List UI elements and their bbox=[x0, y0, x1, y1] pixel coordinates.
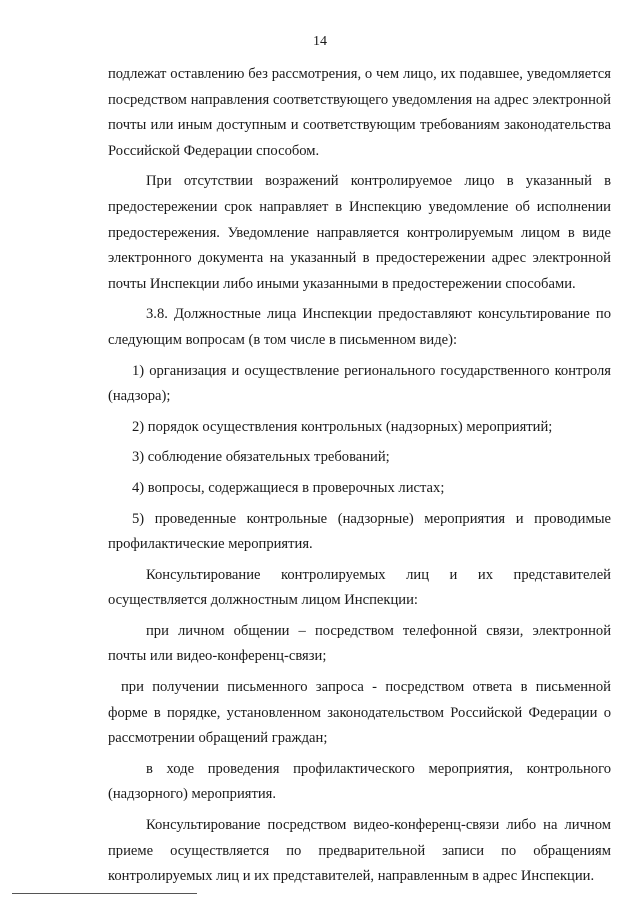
list-item-2: 2) порядок осуществления контрольных (надзорных) мероприятий; bbox=[132, 418, 553, 435]
consulting-mode-preventive: в ходе проведения профилактического мероприятия, контрольного (надзорного) мероприятия. bbox=[108, 760, 611, 803]
consulting-mode-personal: при личном общении – посредством телефонной связи, электронной почты или видео-конференц-связи; bbox=[108, 622, 611, 665]
list-item-5: 5) проведенные контрольные (надзорные) мероприятия и проводимые профилактические мероприятия. bbox=[108, 510, 611, 553]
paragraph-continuation: подлежат оставлению без рассмотрения, о чем лицо, их подавшее, уведомляется посредством направления соответствующего уведомления на адрес электронной почты или иным доступным и соответствующим требованиям законодательства Российской Федерации способом. bbox=[108, 66, 611, 159]
scan-edge-line bbox=[12, 893, 197, 894]
list-item-4: 4) вопросы, содержащиеся в проверочных листах; bbox=[132, 479, 445, 496]
paragraph-consulting: Консультирование контролируемых лиц и их представителей осуществляется должностным лицом Инспекции: bbox=[108, 566, 611, 609]
list-item-3: 3) соблюдение обязательных требований; bbox=[132, 449, 390, 466]
paragraph-no-objections: При отсутствии возражений контролируемое лицо в указанный в предостережении срок направляет в Инспекцию уведомление об исполнении предостережения. Уведомление направляется контролируемым лицом в виде электронного документа на указанный в предостережении адрес электронной почты Инспекции либо иными указанными в предостережении способами. bbox=[108, 173, 611, 292]
list-item-1: 1) организация и осуществление регионального государственного контроля (надзора); bbox=[108, 362, 611, 405]
paragraph-video-consulting: Консультирование посредством видео-конференц-связи либо на личном приеме осуществляется по предварительной записи по обращениям контролируемых лиц и их представителей, направленным в адрес Инспекции. bbox=[108, 817, 611, 885]
paragraph-3-8: 3.8. Должностные лица Инспекции предоставляют консультирование по следующим вопросам (в том числе в письменном виде): bbox=[108, 306, 611, 348]
consulting-mode-written: при получении письменного запроса - посредством ответа в письменной форме в порядке, установленном законодательством Российской Федерации о рассмотрении обращений граждан; bbox=[108, 679, 611, 747]
page-number: 14 bbox=[313, 34, 327, 49]
body-text bbox=[108, 62, 611, 895]
